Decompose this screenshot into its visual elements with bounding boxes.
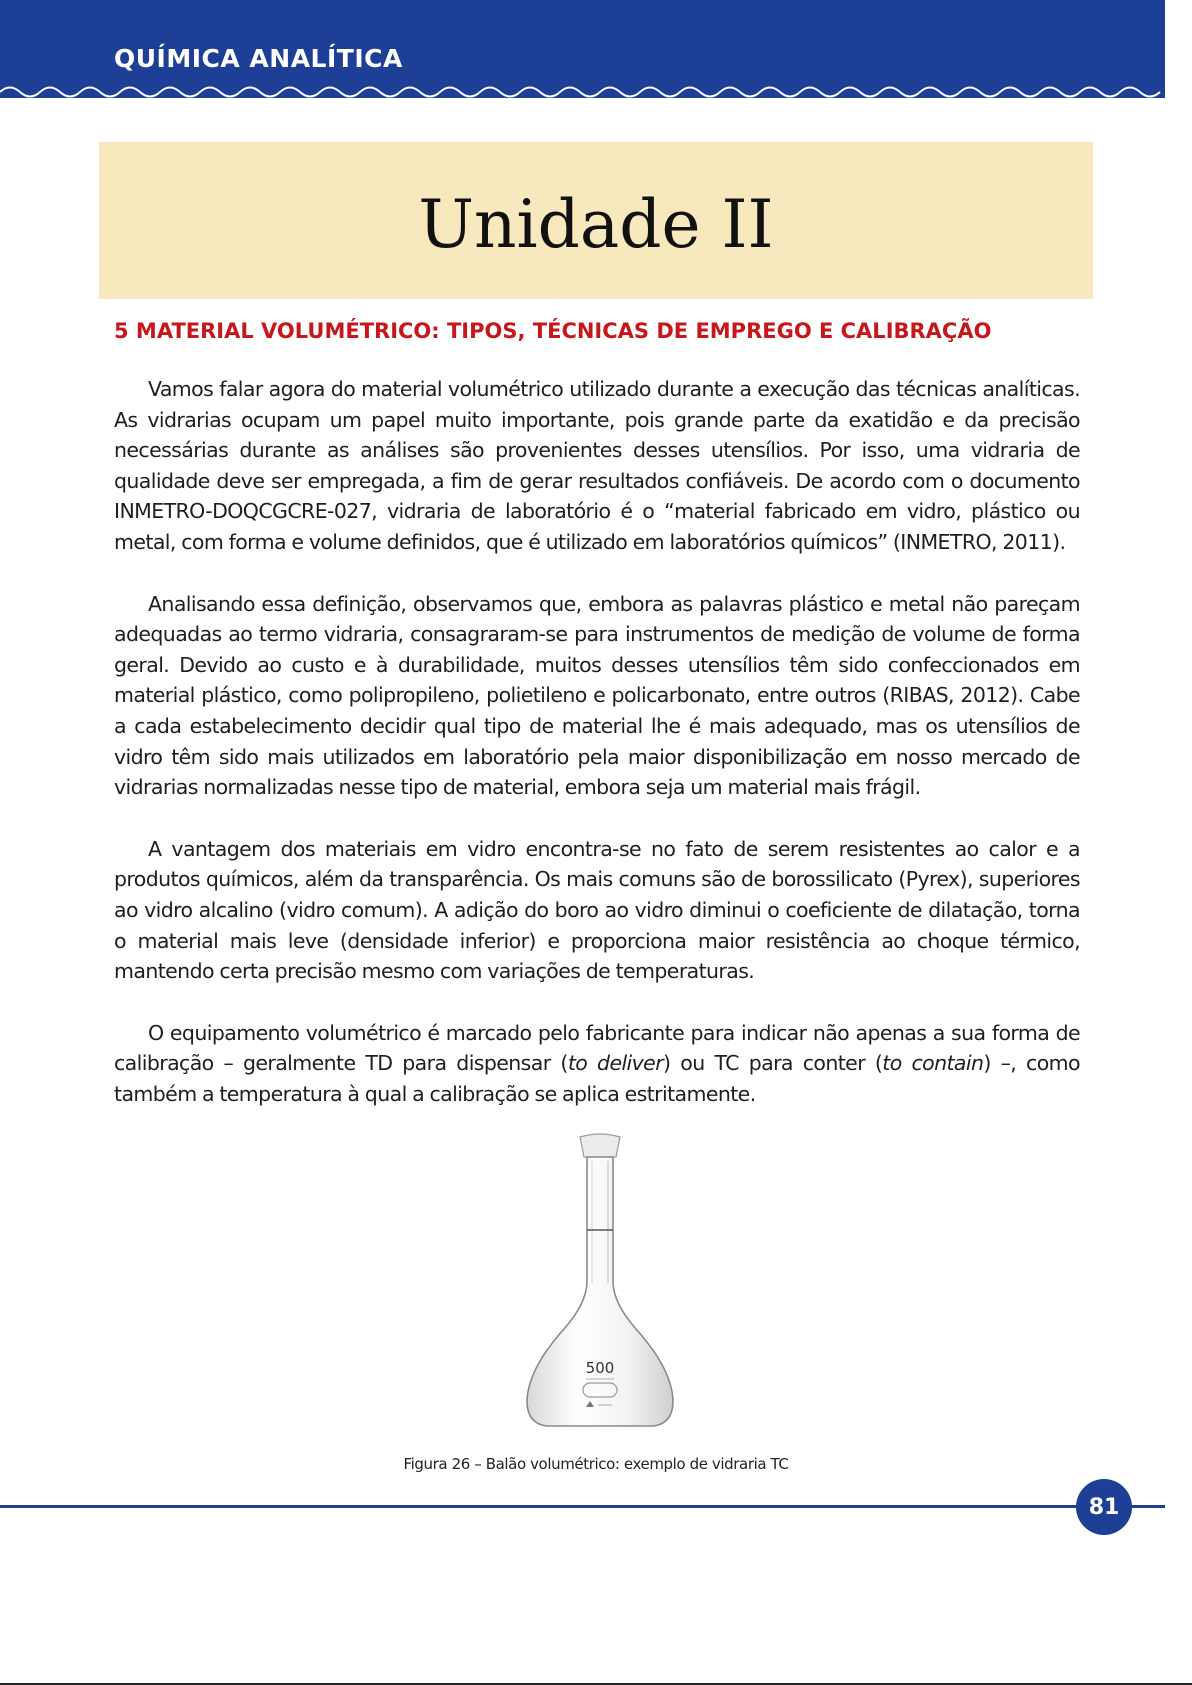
- paragraph-4-emphasis-contain: to contain: [882, 1051, 984, 1076]
- paragraph-4-text-c: ) –, como também a temperatura à qual a calibração se aplica estritamente.: [114, 1051, 1080, 1106]
- page-number-badge: [1076, 1479, 1132, 1535]
- unit-banner: [99, 142, 1093, 299]
- paragraph-3: A vantagem dos materiais em vidro encontra-se no fato de serem resistentes ao calor e a produtos químicos, além da transparência. Os mais comuns são de borossilicato (Pyrex), superiores ao vidro alcalino (vidro comum). A adição do boro ao vidro diminui o coeficiente de dilatação, torna o material mais leve (densidade inferior) e proporciona maior resistência ao choque térmico, mantendo certa precisão mesmo com variações de temperaturas.: [114, 836, 1080, 984]
- paragraph-1: Vamos falar agora do material volumétrico utilizado durante a execução das técnicas analíticas. As vidrarias ocupam um papel muito importante, pois grande parte da exatidão e da precisão necessárias durante as análises são provenientes desses utensílios. Por isso, uma vidraria de qualidade deve ser empregada, a fim de gerar resultados confiáveis. De acordo com o documento INMETRO-DOQCGCRE-027, vidraria de laboratório é o “material fabricado em vidro, plástico ou metal, com forma e volume definidos, que é utilizado em laboratórios químicos” (INMETRO, 2011).: [114, 377, 1080, 554]
- figure-caption: Figura 26 – Balão volumétrico: exemplo de vidraria TC: [403, 1455, 789, 1473]
- body-text: [114, 374, 1080, 1140]
- paragraph-4-text-b: ) ou TC para conter (: [663, 1051, 883, 1076]
- paragraph-4-text-a: O equipamento volumétrico é marcado pelo fabricante para indicar não apenas a sua forma de calibração – geralmente TD para dispensar (: [114, 1020, 1080, 1076]
- flask-volume-label: 500: [585, 1359, 615, 1377]
- running-header-title: QUÍMICA ANALÍTICA: [114, 44, 403, 73]
- section-title: 5 MATERIAL VOLUMÉTRICO: TIPOS, TÉCNICAS DE EMPREGO E CALIBRAÇÃO: [114, 319, 992, 343]
- unit-title: Unidade II: [418, 186, 774, 263]
- footer-rule: [0, 1505, 1165, 1508]
- volumetric-flask-figure: [520, 1133, 680, 1433]
- header-wave-decoration: [0, 80, 1165, 104]
- paragraph-4: [114, 1018, 1080, 1110]
- paragraph-4-emphasis-deliver: to deliver: [567, 1051, 664, 1076]
- paragraph-2: Analisando essa definição, observamos que, embora as palavras plástico e metal não pareçam adequadas ao termo vidraria, consagraram-se para instrumentos de medição de volume de forma geral. Devido ao custo e à durabilidade, muitos desses utensílios têm sido confeccionados em material plástico, como polipropileno, polietileno e policarbonato, entre outros (RIBAS, 2012). Cabe a cada estabelecimento decidir qual tipo de material lhe é mais adequado, mas os utensílios de vidro têm sido mais utilizados em laboratório pela maior disponibilização em nosso mercado de vidrarias normalizadas nesse tipo de material, embora seja um material mais frágil.: [114, 591, 1080, 800]
- page-number: 81: [1088, 1494, 1120, 1520]
- volumetric-flask-illustration: [520, 1133, 680, 1433]
